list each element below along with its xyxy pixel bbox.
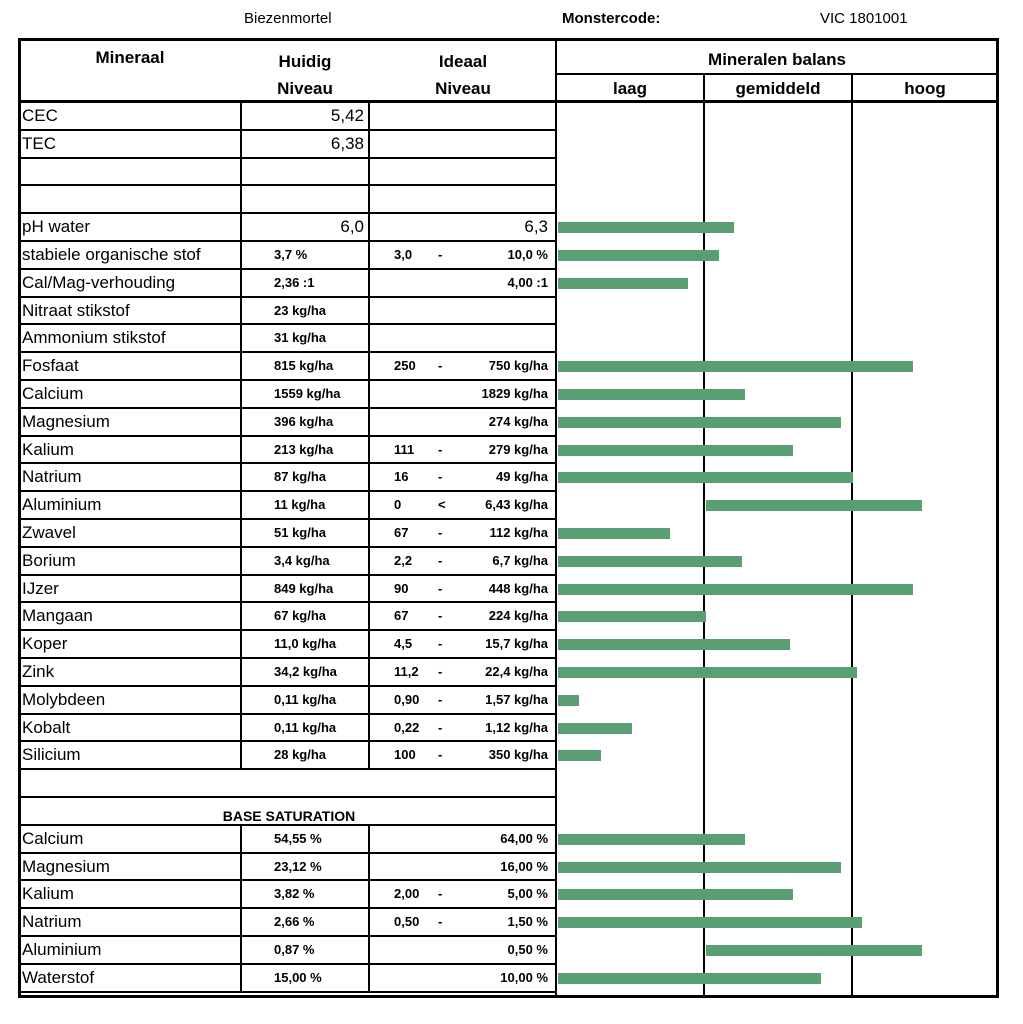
mineral-name: Borium <box>22 551 76 570</box>
ideal-cell <box>370 463 556 491</box>
current-cell <box>240 658 368 686</box>
current-cell <box>240 130 368 158</box>
ideal-low: 2,2 <box>394 553 413 568</box>
ideal-high: 6,43 kg/ha <box>485 497 548 512</box>
mineral-name: Magnesium <box>22 857 110 876</box>
balance-bar <box>558 834 745 845</box>
balance-bar <box>706 945 923 956</box>
current-cell <box>240 769 368 797</box>
ideal-cell <box>370 964 556 992</box>
mineral-name: stabiele organische stof <box>22 245 201 264</box>
mineral-name: Silicium <box>22 745 81 764</box>
ideal-operator: - <box>438 636 443 651</box>
ideal-operator: - <box>438 692 443 707</box>
ideal-cell <box>370 213 556 241</box>
medium-column-header: gemiddeld <box>735 79 821 98</box>
mineral-name: Kobalt <box>22 718 71 737</box>
ideal-high: 64,00 % <box>500 831 548 846</box>
ideal-low: 90 <box>394 581 409 596</box>
ideal-high: 1829 kg/ha <box>481 386 548 401</box>
current-value: 213 kg/ha <box>274 442 334 457</box>
balance-subheader-line <box>556 100 998 103</box>
balance-bar <box>558 639 790 650</box>
current-cell <box>240 630 368 658</box>
ideal-operator: - <box>438 608 443 623</box>
ideal-operator: - <box>438 358 443 373</box>
ideal-high: 10,00 % <box>500 970 548 985</box>
current-column-header-1: Huidig <box>278 52 332 71</box>
current-value: 54,55 % <box>274 831 322 846</box>
current-value: 6,0 <box>340 217 364 236</box>
current-value: 23 kg/ha <box>274 303 327 318</box>
ideal-high: 350 kg/ha <box>488 747 548 762</box>
ideal-low: 100 <box>394 747 416 762</box>
mineral-name: Kalium <box>22 440 74 459</box>
balance-bar <box>558 695 579 706</box>
mineral-name: Mangaan <box>22 606 93 625</box>
current-cell <box>240 575 368 603</box>
ideal-operator: - <box>438 914 443 929</box>
current-cell <box>240 853 368 881</box>
mineral-name: Magnesium <box>22 412 110 431</box>
current-value: 0,11 kg/ha <box>274 720 337 735</box>
current-cell <box>240 714 368 742</box>
balance-bar <box>558 889 793 900</box>
ideal-cell <box>370 352 556 380</box>
ideal-cell <box>370 547 556 575</box>
current-cell <box>240 936 368 964</box>
current-value: 67 kg/ha <box>274 608 327 623</box>
mineral-name: Natrium <box>22 912 82 931</box>
current-cell <box>240 436 368 464</box>
ideal-high: 5,00 % <box>507 886 548 901</box>
mineral-name: Calcium <box>22 829 84 848</box>
ideal-cell <box>370 241 556 269</box>
current-cell <box>240 463 368 491</box>
ideal-high: 0,50 % <box>507 942 548 957</box>
ideal-low: 0,50 <box>394 914 420 929</box>
current-cell <box>240 352 368 380</box>
ideal-cell <box>370 658 556 686</box>
ideal-low: 250 <box>394 358 416 373</box>
ideal-high: 49 kg/ha <box>495 469 548 484</box>
current-value: 849 kg/ha <box>274 581 334 596</box>
ideal-operator: - <box>438 720 443 735</box>
current-value: 815 kg/ha <box>274 358 334 373</box>
ideal-cell <box>370 491 556 519</box>
ideal-operator: - <box>438 469 443 484</box>
balance-bar <box>706 500 923 511</box>
ideal-high: 4,00 :1 <box>507 275 548 290</box>
laag-separator <box>703 75 705 998</box>
balance-bar <box>558 222 734 233</box>
ideal-low: 0,22 <box>394 720 420 735</box>
ideal-column-header-1: Ideaal <box>438 52 488 71</box>
current-column-header-2: Niveau <box>277 79 333 98</box>
ideal-cell <box>370 519 556 547</box>
current-value: 5,42 <box>330 106 364 125</box>
current-cell <box>240 297 368 325</box>
ideal-high: 224 kg/ha <box>488 608 548 623</box>
current-cell <box>240 269 368 297</box>
ideal-cell <box>370 741 556 769</box>
ideal-cell <box>370 602 556 630</box>
mineral-name: Nitraat stikstof <box>22 301 130 320</box>
current-value: 3,4 kg/ha <box>274 553 330 568</box>
ideal-cell <box>370 269 556 297</box>
column-divider <box>368 297 370 325</box>
current-cell <box>240 686 368 714</box>
current-cell <box>240 602 368 630</box>
sample-code-label: Monstercode: <box>562 10 661 27</box>
balance-bar <box>558 973 821 984</box>
current-value: 1559 kg/ha <box>274 386 341 401</box>
current-cell <box>240 491 368 519</box>
ideal-high: 1,57 kg/ha <box>485 692 548 707</box>
ideal-high: 279 kg/ha <box>488 442 548 457</box>
current-cell <box>240 408 368 436</box>
ideal-high: 6,3 <box>524 217 548 236</box>
current-value: 6,38 <box>330 134 364 153</box>
balance-bar <box>558 750 601 761</box>
base-saturation-title: BASE SATURATION <box>222 808 356 824</box>
mineral-name: TEC <box>22 134 56 153</box>
mineral-name: pH water <box>22 217 91 236</box>
current-value: 0,87 % <box>274 942 315 957</box>
ideal-low: 0 <box>394 497 402 512</box>
current-cell <box>240 324 368 352</box>
balance-bar <box>558 667 857 678</box>
ideal-low: 0,90 <box>394 692 420 707</box>
ideal-cell <box>370 825 556 853</box>
current-value: 51 kg/ha <box>274 525 327 540</box>
balance-bar <box>558 862 841 873</box>
current-cell <box>240 964 368 992</box>
current-cell <box>240 213 368 241</box>
ideal-high: 112 kg/ha <box>489 525 548 540</box>
current-value: 15,00 % <box>274 970 322 985</box>
ideal-operator: - <box>438 525 443 540</box>
ideal-cell <box>370 408 556 436</box>
mineral-name: Natrium <box>22 467 82 486</box>
balance-bar <box>558 417 841 428</box>
ideal-operator: - <box>438 581 443 596</box>
current-value: 3,82 % <box>274 886 315 901</box>
current-cell <box>240 241 368 269</box>
mineral-name: Zink <box>22 662 55 681</box>
balance-bar <box>558 611 706 622</box>
balance-bar <box>558 250 719 261</box>
balance-bar <box>558 917 862 928</box>
mineral-column-header: Mineraal <box>95 48 165 67</box>
ideal-cell <box>370 714 556 742</box>
column-divider <box>368 158 370 186</box>
current-value: 28 kg/ha <box>274 747 327 762</box>
balance-bar <box>558 556 742 567</box>
mineral-name: Aluminium <box>22 940 102 959</box>
balance-bar <box>558 445 793 456</box>
mineral-name: Zwavel <box>22 523 76 542</box>
ideal-low: 111 <box>394 442 415 457</box>
ideal-high: 1,50 % <box>507 914 548 929</box>
ideal-high: 16,00 % <box>500 859 548 874</box>
mineral-name: Fosfaat <box>22 356 79 375</box>
mineral-name: Molybdeen <box>22 690 106 709</box>
current-value: 2,36 :1 <box>274 275 315 290</box>
ideal-cell <box>370 630 556 658</box>
high-column-header: hoog <box>904 79 946 98</box>
column-divider <box>368 185 370 213</box>
balance-bar <box>558 584 913 595</box>
ideal-low: 67 <box>394 608 409 623</box>
ideal-operator: - <box>438 553 443 568</box>
ideal-operator: - <box>438 247 443 262</box>
current-cell <box>240 380 368 408</box>
ideal-operator: - <box>438 442 443 457</box>
ideal-high: 1,12 kg/ha <box>485 720 548 735</box>
sample-code: VIC 1801001 <box>820 10 908 27</box>
current-value: 87 kg/ha <box>274 469 327 484</box>
current-value: 31 kg/ha <box>274 330 327 345</box>
ideal-low: 16 <box>394 469 409 484</box>
ideal-cell <box>370 436 556 464</box>
ideal-high: 750 kg/ha <box>488 358 548 373</box>
mineral-name: Aluminium <box>22 495 102 514</box>
ideal-low: 3,0 <box>394 247 413 262</box>
mineral-name: Kalium <box>22 884 74 903</box>
column-divider <box>368 130 370 158</box>
gemiddeld-separator <box>851 75 853 998</box>
ideal-high: 6,7 kg/ha <box>492 553 548 568</box>
ideal-cell <box>370 880 556 908</box>
ideal-cell <box>370 575 556 603</box>
column-divider <box>368 324 370 352</box>
mineral-name: Koper <box>22 634 68 653</box>
ideal-high: 448 kg/ha <box>488 581 548 596</box>
ideal-cell <box>370 853 556 881</box>
ideal-operator: - <box>438 664 443 679</box>
ideal-column-header-2: Niveau <box>435 79 491 98</box>
balance-bar <box>558 723 632 734</box>
ideal-high: 274 kg/ha <box>488 414 548 429</box>
current-value: 396 kg/ha <box>274 414 334 429</box>
mineral-name: IJzer <box>22 579 59 598</box>
current-cell <box>240 908 368 936</box>
current-cell <box>240 185 368 213</box>
current-cell <box>240 825 368 853</box>
balance-bar <box>558 472 853 483</box>
current-value: 11,0 kg/ha <box>274 636 337 651</box>
ideal-operator: - <box>438 886 443 901</box>
current-value: 23,12 % <box>274 859 322 874</box>
ideal-high: 15,7 kg/ha <box>485 636 548 651</box>
balance-bar <box>558 361 913 372</box>
mineral-name: Cal/Mag-verhouding <box>22 273 176 292</box>
ideal-operator: - <box>438 747 443 762</box>
ideal-low: 11,2 <box>394 664 419 679</box>
current-value: 11 kg/ha <box>274 497 326 512</box>
location-label: Biezenmortel <box>244 10 332 27</box>
ideal-high: 22,4 kg/ha <box>485 664 548 679</box>
mineral-name: Calcium <box>22 384 84 403</box>
mineral-name: CEC <box>22 106 58 125</box>
ideal-cell <box>370 908 556 936</box>
current-value: 34,2 kg/ha <box>274 664 337 679</box>
ideal-low: 67 <box>394 525 409 540</box>
current-cell <box>240 880 368 908</box>
balance-header-line <box>556 73 998 75</box>
current-cell <box>240 547 368 575</box>
current-value: 0,11 kg/ha <box>274 692 337 707</box>
table-top-border <box>18 38 999 41</box>
ideal-operator: < <box>438 497 446 512</box>
ideal-cell <box>370 686 556 714</box>
column-divider <box>368 102 370 130</box>
ideal-low: 2,00 <box>394 886 420 901</box>
current-value: 2,66 % <box>274 914 315 929</box>
balance-bar <box>558 389 745 400</box>
ideal-cell <box>370 936 556 964</box>
current-value: 3,7 % <box>274 247 308 262</box>
current-cell <box>240 158 368 186</box>
balance-bar <box>558 528 670 539</box>
ideal-high: 10,0 % <box>507 247 548 262</box>
low-column-header: laag <box>612 79 648 98</box>
balance-column-header: Mineralen balans <box>708 50 846 69</box>
table-right-border <box>996 38 999 998</box>
ideal-cell <box>370 380 556 408</box>
mineral-name: Waterstof <box>22 968 95 987</box>
ideal-low: 4,5 <box>394 636 413 651</box>
current-cell <box>240 102 368 130</box>
mineral-name: Ammonium stikstof <box>22 328 166 347</box>
balance-bar <box>558 278 688 289</box>
current-cell <box>240 519 368 547</box>
current-cell <box>240 741 368 769</box>
